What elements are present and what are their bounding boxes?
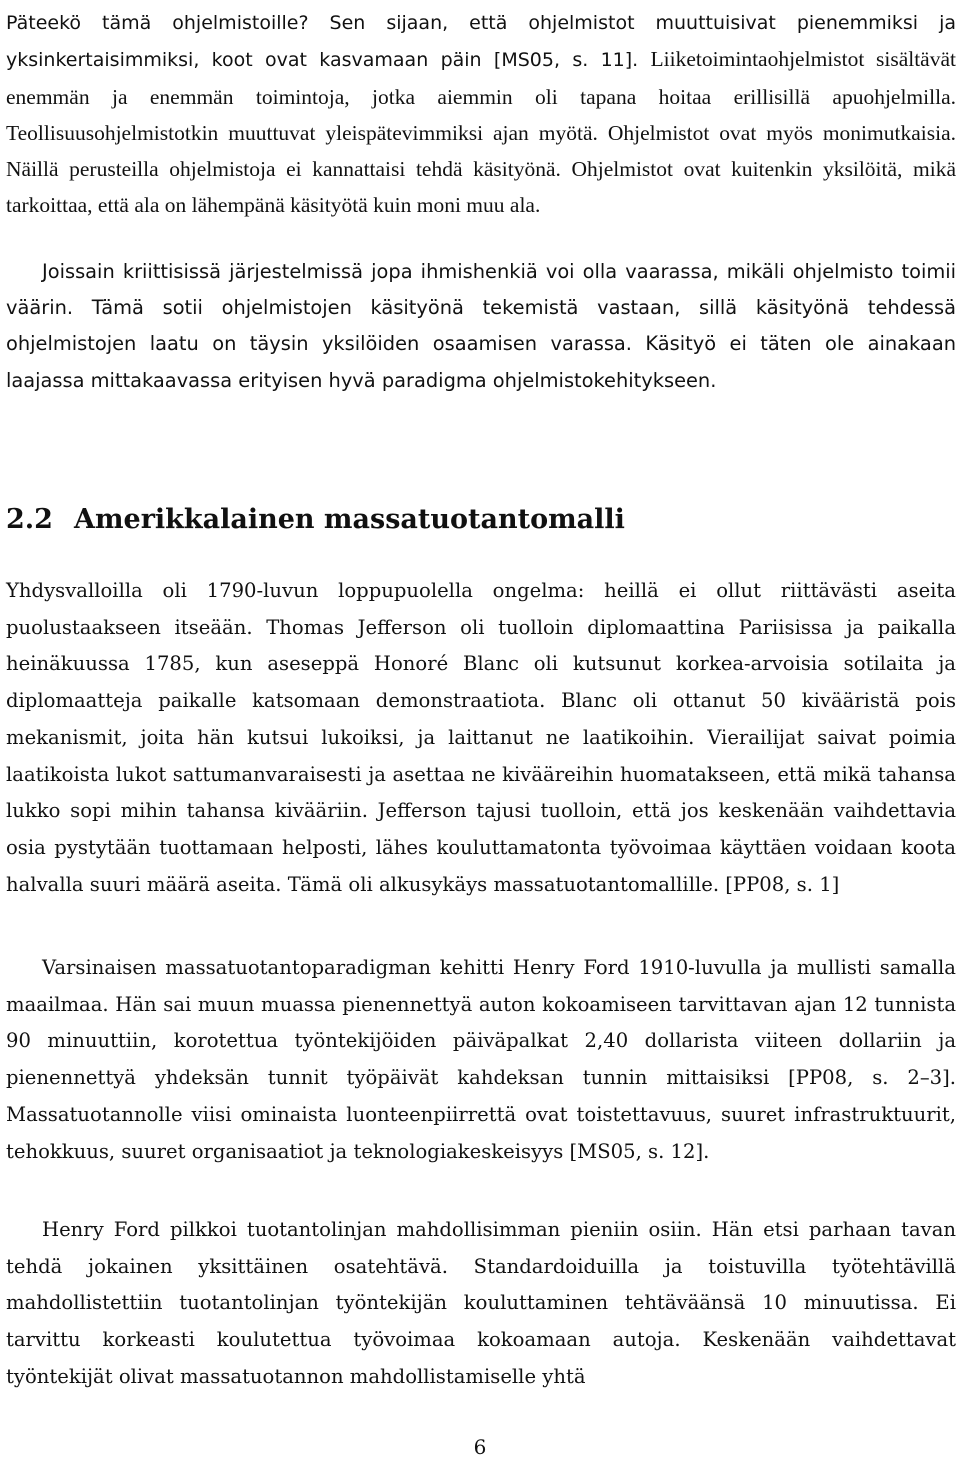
paragraph-text-serif: Liiketoimintaohjelmistot sisältävät enemmän ja enemmän toimintoja, jotka aiemmin oli tapana hoitaa erillisillä apuohjelmilla. Teollisuusohjelmistotkin muuttuvat yleispätevimmiksi ajan myötä. Ohjelmistot ovat myös monimutkaisia. Näillä perusteilla ohjelmistoja ei kannattaisi tehdä käsityönä. Ohjelmistot ovat kuitenkin yksilöitä, mikä tarkoittaa, että ala on lähempänä käsityötä kuin moni muu ala. bbox=[6, 47, 956, 218]
section-number: 2.2 bbox=[6, 504, 53, 535]
paragraph-henry-ford: Varsinaisen massatuotantoparadigman kehitti Henry Ford 1910-luvulla ja mullisti samalla maailmaa. Hän sai muun muassa pienennettyä auton kokoamiseen tarvittavan ajan 12 tunnista 90 minuuttiin, korotettua työntekijöiden päiväpalkat 2,40 dollarista viiteen dollariin ja pienennettyä yhdeksän tunnit työpäivät kahdeksan tunnin mittaisiksi [PP08, s. 2–3]. Massatuotannolle viisi ominaista luonteenpiirrettä ovat toistettavuus, suuret infrastruktuurit, tehokkuus, suuret organisaatiot ja teknologiakeskeisyys [MS05, s. 12]. bbox=[6, 956, 956, 1163]
section-heading bbox=[6, 500, 625, 540]
section-title: Amerikkalainen massatuotantomalli bbox=[74, 504, 625, 535]
paragraph-jefferson: Yhdysvalloilla oli 1790-luvun loppupuolella ongelma: heillä ei ollut riittävästi aseita puolustaakseen itseään. Thomas Jefferson oli tuolloin diplomaattina Pariisissa ja paikalla heinäkuussa 1785, kun aseseppä Honoré Blanc oli kutsunut korkea-arvoisia sotilaita ja diplomaatteja paikalle katsomaan demonstraatiota. Blanc oli ottanut 50 kivääristä pois mekanismit, joita hän kutsui lukoiksi, ja laittanut ne laatikoihin. Vierailijat saivat poimia laatikoista lukot sattumanvaraisesti ja asettaa ne kivääreihin huomatakseen, että mikä tahansa lukko sopi mihin tahansa kivääriin. Jefferson tajusi tuolloin, että jos keskenään vaihdettavia osia pystytään tuottamaan helposti, lähes kouluttamatonta työvoimaa käyttäen voidaan koota halvalla suuri määrä aseita. Tämä oli alkusykäys massatuotantomallille. [PP08, s. 1] bbox=[6, 579, 956, 896]
page-number: 6 bbox=[473, 1435, 487, 1459]
paragraph-software-size bbox=[6, 4, 956, 224]
paragraph-production-line: Henry Ford pilkkoi tuotantolinjan mahdollisimman pieniin osiin. Hän etsi parhaan tavan tehdä jokainen yksittäinen osatehtävä. Standardoiduilla ja toistuvilla työtehtävillä mahdollistettiin tuotantolinjan työntekijän kouluttaminen tehtäväänsä 10 minuutissa. Ei tarvittu korkeasti koulutettua työvoimaa kokoamaan autoja. Keskenään vaihdettavat työntekijät olivat massatuotannon mahdollistamiselle yhtä bbox=[6, 1218, 956, 1388]
paragraph-critical-systems: Joissain kriittisissä järjestelmissä jopa ihmishenkiä voi olla vaarassa, mikäli ohjelmisto toimii väärin. Tämä sotii ohjelmistojen käsityönä tekemistä vastaan, sillä käsityönä tehdessä ohjelmistojen laatu on täysin yksilöiden osaamisen varassa. Käsityö ei täten ole ainakaan laajassa mittakaavassa erityisen hyvä paradigma ohjelmistokehitykseen. bbox=[6, 260, 956, 392]
paragraph-text-sans: Päteekö tämä ohjelmistoille? Sen sijaan, että ohjelmistot muuttuisivat pienemmiksi ja yksinkertaisimmiksi, koot ovat kasvamaan päin [MS05, s. 11]. bbox=[6, 12, 956, 72]
